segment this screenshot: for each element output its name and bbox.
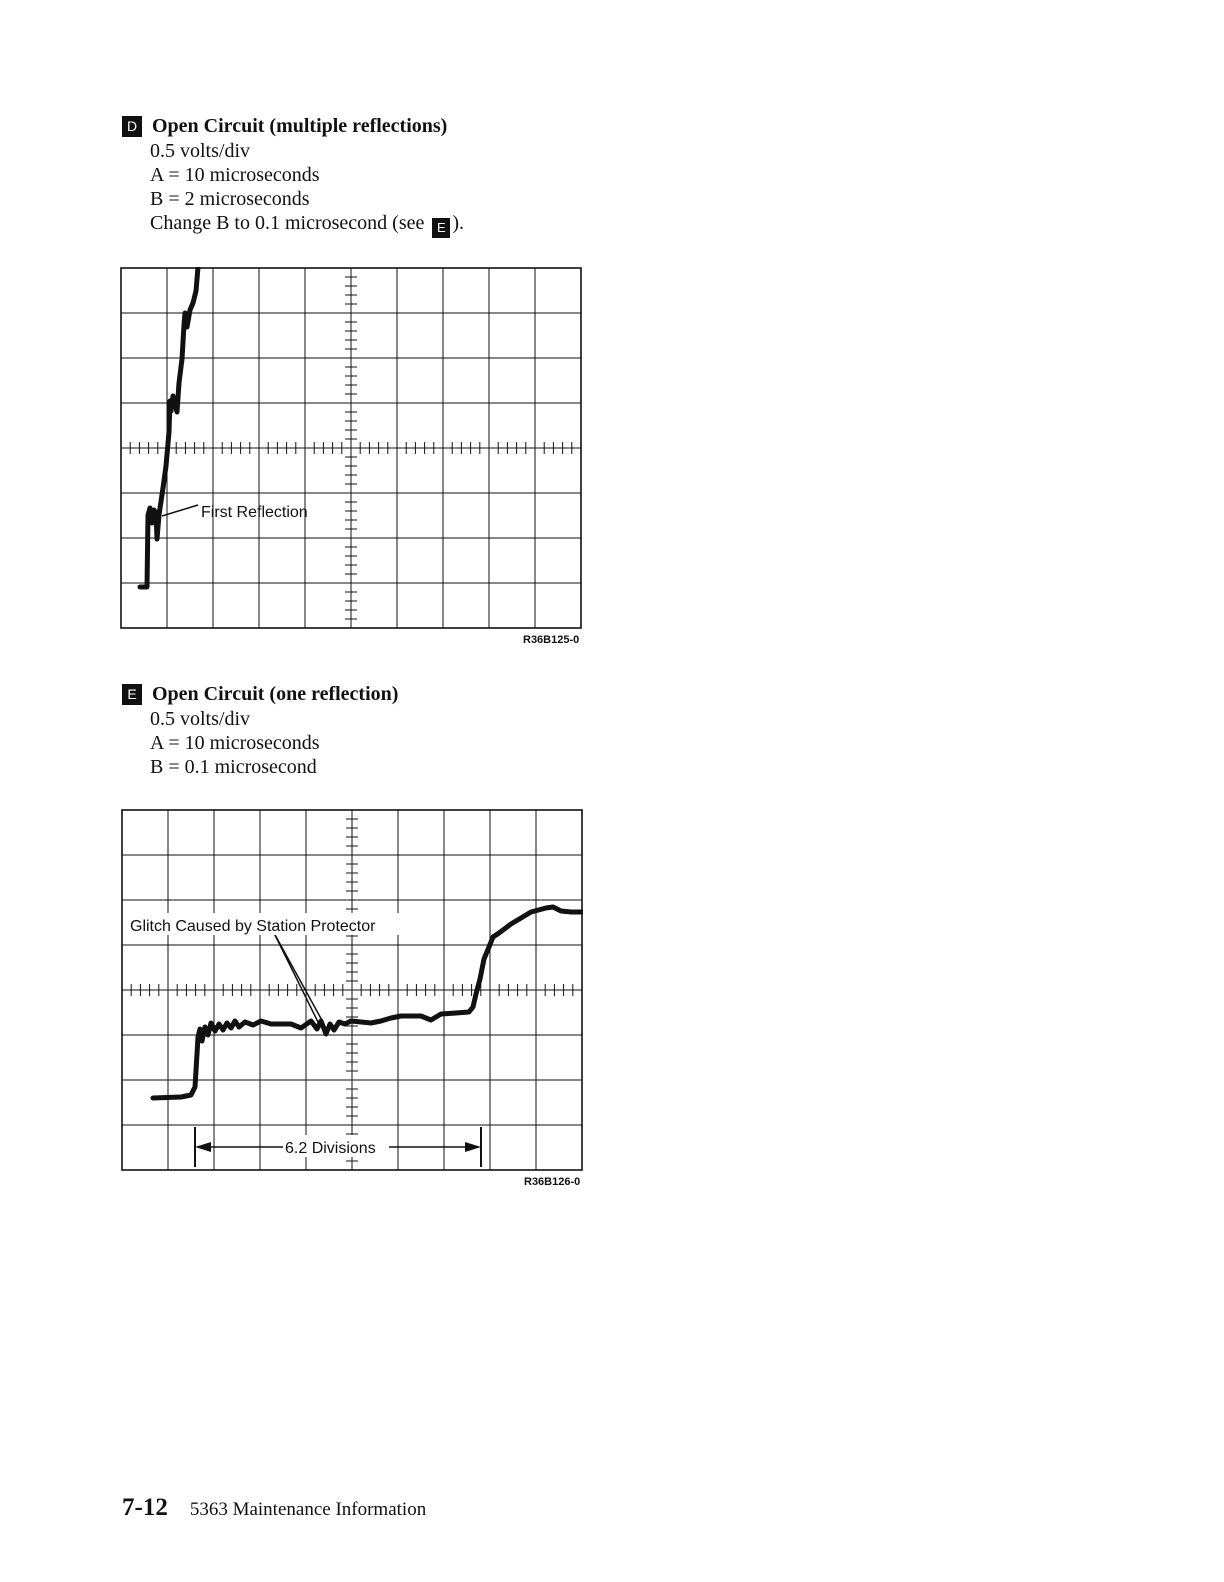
glitch-leader-2	[274, 933, 324, 1024]
section-d-a-setting: A = 10 microseconds	[150, 164, 320, 186]
section-d	[122, 113, 464, 238]
scope-e-trace	[153, 907, 582, 1098]
section-d-note	[150, 211, 464, 238]
measure-label: 6.2 Divisions	[285, 1140, 376, 1157]
scope-e	[121, 809, 583, 1188]
section-e-heading	[122, 681, 398, 707]
section-d-b-setting: B = 2 microseconds	[150, 188, 310, 210]
section-d-note-text: Change B to 0.1 microsecond (see	[150, 212, 425, 234]
section-d-parameters	[150, 139, 464, 238]
page-footer	[122, 1494, 426, 1522]
page-number: 7-12	[122, 1494, 168, 1521]
document-title: 5363 Maintenance Information	[189, 1499, 427, 1520]
section-e-title: Open Circuit (one reflection)	[152, 682, 399, 705]
scope-e-graticule	[121, 809, 583, 1171]
scope-d-graticule	[120, 267, 582, 629]
scope-e-grid	[122, 810, 582, 1170]
section-e-a-setting: A = 10 microseconds	[150, 732, 320, 754]
figure-id-e: R36B126-0	[524, 1176, 581, 1188]
measure-arrow-right-icon	[465, 1142, 481, 1152]
section-d-note-end: ).	[452, 212, 465, 234]
section-e-marker: E	[122, 684, 142, 705]
figure-id-d: R36B125-0	[523, 634, 580, 646]
first-reflection-label: First Reflection	[201, 504, 308, 521]
section-e-parameters	[150, 707, 398, 779]
glitch-label: Glitch Caused by Station Protector	[130, 918, 376, 935]
scope-d	[120, 267, 582, 646]
section-d-note-marker: E	[432, 218, 450, 238]
measure-arrow-left-icon	[195, 1142, 211, 1152]
scope-d-trace	[140, 267, 198, 587]
section-e	[122, 681, 398, 779]
section-e-volts: 0.5 volts/div	[150, 708, 251, 730]
section-d-marker: D	[122, 116, 142, 137]
section-d-title: Open Circuit (multiple reflections)	[152, 114, 448, 137]
section-e-b-setting: B = 0.1 microsecond	[150, 756, 317, 778]
section-d-volts: 0.5 volts/div	[150, 140, 251, 162]
section-d-heading	[122, 113, 464, 139]
